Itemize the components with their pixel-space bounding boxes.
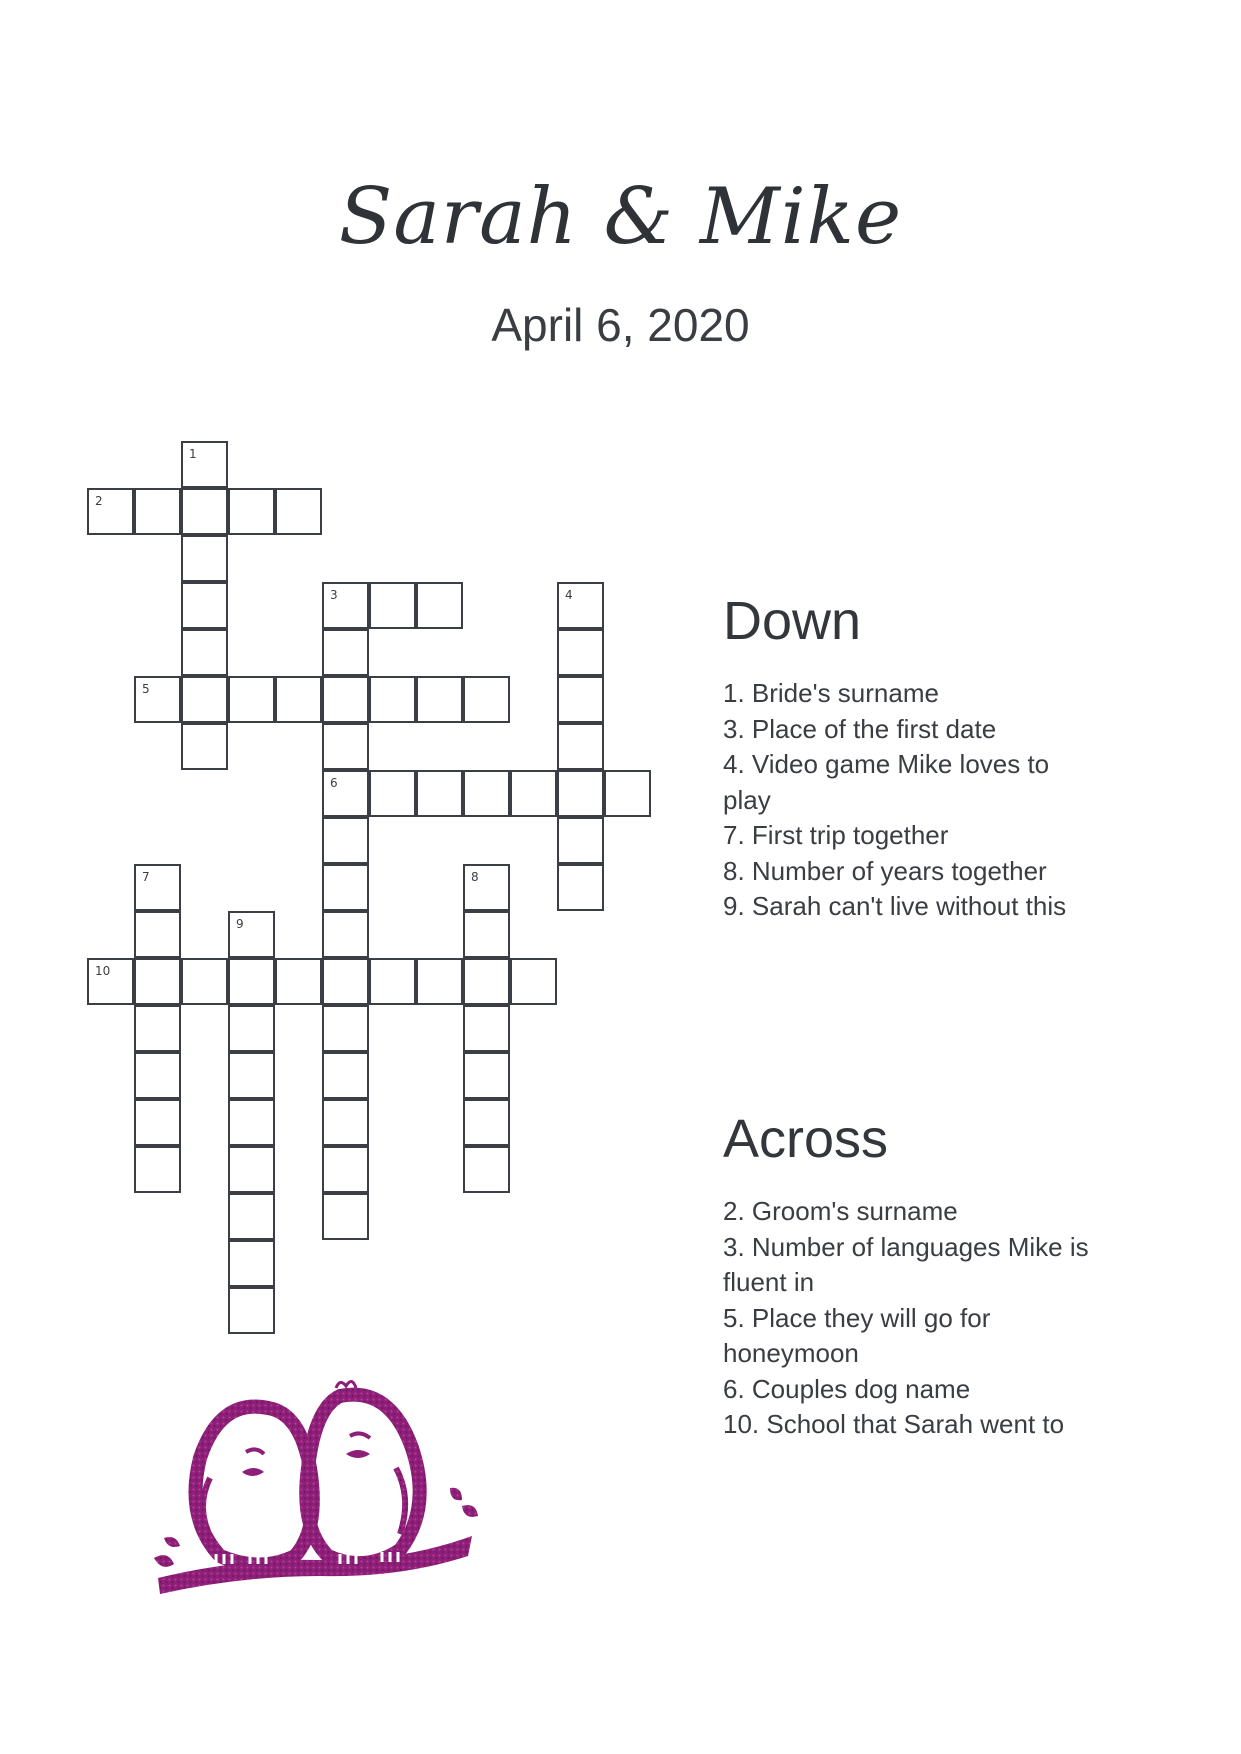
clue-number: 6: [330, 776, 338, 790]
crossword-cell[interactable]: [228, 1146, 275, 1193]
crossword-cell[interactable]: [322, 817, 369, 864]
crossword-cell[interactable]: [134, 1052, 181, 1099]
crossword-cell[interactable]: [322, 1146, 369, 1193]
crossword-cell[interactable]: [228, 1240, 275, 1287]
crossword-cell[interactable]: [416, 676, 463, 723]
crossword-cell[interactable]: [228, 488, 275, 535]
crossword-cell[interactable]: [322, 911, 369, 958]
crossword-cell[interactable]: [322, 770, 369, 817]
crossword-cell[interactable]: [134, 911, 181, 958]
crossword-cell[interactable]: [134, 1146, 181, 1193]
clue-number: 8: [471, 870, 479, 884]
crossword-cell[interactable]: [275, 958, 322, 1005]
crossword-cell[interactable]: [322, 723, 369, 770]
across-clue-list: [723, 1194, 1153, 1443]
clue-number: 7: [142, 870, 150, 884]
crossword-cell[interactable]: [463, 770, 510, 817]
clue-number: 1: [189, 447, 197, 461]
crossword-cell[interactable]: [87, 958, 134, 1005]
across-clue: 2. Groom's surname: [723, 1196, 958, 1226]
crossword-cell[interactable]: [322, 582, 369, 629]
crossword-cell[interactable]: [181, 582, 228, 629]
crossword-cell[interactable]: [416, 958, 463, 1005]
across-clue: 10. School that Sarah went to: [723, 1409, 1065, 1439]
crossword-cell[interactable]: [322, 1005, 369, 1052]
down-clue: 7. First trip together: [723, 820, 949, 850]
crossword-cell[interactable]: [416, 582, 463, 629]
crossword-cell[interactable]: [228, 1193, 275, 1240]
crossword-cell[interactable]: [228, 911, 275, 958]
crossword-cell[interactable]: [463, 864, 510, 911]
crossword-cell[interactable]: [275, 676, 322, 723]
down-clue-list: [723, 676, 1153, 925]
crossword-cell[interactable]: [322, 958, 369, 1005]
crossword-cell[interactable]: [510, 958, 557, 1005]
clue-number: 4: [565, 588, 573, 602]
crossword-cell[interactable]: [181, 441, 228, 488]
crossword-cell[interactable]: [228, 1052, 275, 1099]
crossword-cell[interactable]: [557, 864, 604, 911]
crossword-cell[interactable]: [181, 629, 228, 676]
crossword-cell[interactable]: [369, 770, 416, 817]
crossword-cell[interactable]: [510, 770, 557, 817]
crossword-cell[interactable]: [322, 676, 369, 723]
crossword-cell[interactable]: [322, 1193, 369, 1240]
crossword-cell[interactable]: [181, 488, 228, 535]
crossword-cell[interactable]: [463, 1005, 510, 1052]
crossword-cell[interactable]: [322, 1052, 369, 1099]
down-clue: 8. Number of years together: [723, 855, 1047, 886]
across-clue: 3. Number of languages Mike is fluent in: [723, 1231, 1089, 1297]
clue-number: 2: [95, 494, 103, 508]
clue-number: 5: [142, 682, 150, 696]
crossword-cell[interactable]: [557, 817, 604, 864]
crossword-cell[interactable]: [134, 488, 181, 535]
crossword-cell[interactable]: [369, 676, 416, 723]
crossword-cell[interactable]: [134, 864, 181, 911]
down-clue: 3. Place of the first date: [723, 713, 997, 744]
crossword-cell[interactable]: [228, 1287, 275, 1334]
down-clue: 4. Video game Mike loves to play: [723, 749, 1050, 815]
crossword-cell[interactable]: [463, 958, 510, 1005]
down-heading: Down: [723, 591, 862, 651]
crossword-cell[interactable]: [228, 958, 275, 1005]
crossword-cell[interactable]: [181, 723, 228, 770]
clue-number: 9: [236, 917, 244, 931]
crossword-cell[interactable]: [87, 488, 134, 535]
crossword-cell[interactable]: [181, 958, 228, 1005]
crossword-cell[interactable]: [134, 676, 181, 723]
across-heading: Across: [723, 1109, 889, 1169]
crossword-cell[interactable]: [463, 676, 510, 723]
across-clue: 6. Couples dog name: [723, 1373, 971, 1404]
down-clue: 9. Sarah can't live without this: [723, 891, 1067, 921]
crossword-cell[interactable]: [557, 770, 604, 817]
crossword-cell[interactable]: [463, 1099, 510, 1146]
crossword-cell[interactable]: [557, 723, 604, 770]
crossword-cell[interactable]: [322, 864, 369, 911]
crossword-cell[interactable]: [416, 770, 463, 817]
couple-names-title: Sarah & Mike: [338, 172, 903, 262]
crossword-cell[interactable]: [557, 676, 604, 723]
crossword-cell[interactable]: [134, 1099, 181, 1146]
crossword-cell[interactable]: [134, 1005, 181, 1052]
crossword-cell[interactable]: [463, 1052, 510, 1099]
crossword-cell[interactable]: [134, 958, 181, 1005]
crossword-cell[interactable]: [228, 676, 275, 723]
clue-number: 10: [95, 964, 111, 978]
down-clue: 1. Bride's surname: [723, 678, 939, 708]
across-clue: 5. Place they will go for honeymoon: [723, 1302, 991, 1368]
crossword-cell[interactable]: [557, 629, 604, 676]
crossword-cell[interactable]: [322, 1099, 369, 1146]
crossword-cell[interactable]: [275, 488, 322, 535]
crossword-cell[interactable]: [228, 1099, 275, 1146]
clue-number: 3: [330, 588, 338, 602]
crossword-cell[interactable]: [463, 1146, 510, 1193]
crossword-cell[interactable]: [557, 582, 604, 629]
love-birds-icon: [150, 1368, 482, 1596]
crossword-cell[interactable]: [181, 676, 228, 723]
crossword-cell[interactable]: [322, 629, 369, 676]
wedding-date: April 6, 2020: [491, 299, 750, 351]
crossword-cell[interactable]: [604, 770, 651, 817]
crossword-cell[interactable]: [228, 1005, 275, 1052]
crossword-cell[interactable]: [369, 582, 416, 629]
crossword-cell[interactable]: [463, 911, 510, 958]
crossword-cell[interactable]: [181, 535, 228, 582]
crossword-cell[interactable]: [369, 958, 416, 1005]
